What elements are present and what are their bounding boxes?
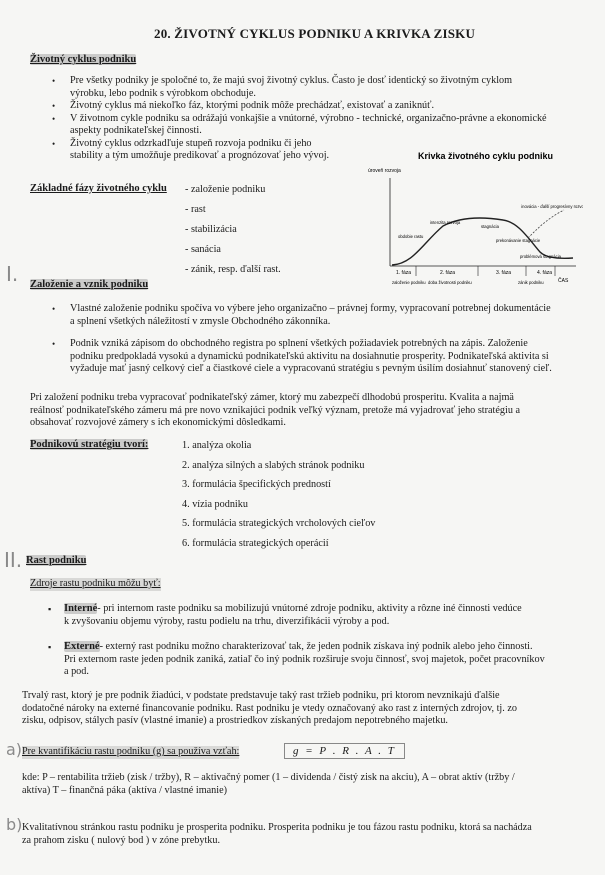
bullet-text: a splnení všetkých náležitostí v zmysle Obchodného zákonníka. — [70, 315, 331, 327]
growth-formula: g = P . R . A . T — [284, 743, 405, 759]
lifecycle-chart-svg — [368, 148, 583, 296]
bullet-text: výrobku, lebo podnik s výrobkom obchoduje. — [70, 87, 256, 99]
strategy-item: 1. analýza okolia — [182, 440, 252, 451]
lifecycle-bullets: • Pre všetky podniky je spoločné to, že majú svoj životný cyklus. Často je dosť identický so životným cyklom výrobku, lebo podnik s výrobkom obchoduje. • Životný cyklus má niekoľko fáz, ktorými podnik môže prechádzať, existovať a zaniknúť. • V životnom cykle podniku sa odrážajú vonkajšie a vnútorné, výrobno - technické, organizačno-právne a ekonomické aspekty podnikateľskej činnosti. • Životný cyklus odzrkadľuje stupeň rozvoja podniku či jeho stability a tým umožňuje predikovať a prognózovať jeho vývoj. — [52, 75, 547, 161]
annotation-lifetime: doba životnosti podniku — [428, 280, 472, 285]
internal-label: Interné — [64, 603, 98, 614]
bullet-text: podniku predpokladá vysokú a dynamickú podnikateľskú aktivitu na dosiahnutie prosperity. Podnikateľská aktivita si — [70, 350, 549, 362]
founding-bullets: • Vlastné založenie podniku spočíva vo výbere jeho organizačno – právnej formy, vypracovaní potrebnej dokumentácie a splnení všetkých náležitostí v zmysle Obchodného zákonníka. • Podnik vzniká zápisom do obchodného registra po splnení všetkých požiadaviek potrebných na zápis. Založenie podniku predpokladá vysokú a dynamickú podnikateľskú aktivitu na dosiahnutie prosperity. Podnikateľská aktivita si vyžaduje mať jasný celkový cieľ a čiastkové ciele a vypracovanú stratégiu s pevným úsilím dosiahnuť stanovený cieľ. — [52, 303, 552, 374]
page-title: 20. ŽIVOTNÝ CYKLUS PODNIKU A KRIVKA ZISKU — [154, 26, 476, 41]
chart-ylabel: úroveň rozvoja — [368, 168, 401, 174]
phase-label: 3. fáza — [496, 270, 512, 276]
phase-item: - rast — [185, 204, 206, 215]
paragraph-line: reálnosť podnikateľského zámeru má pre novo vznikajúci podnik veľký význam, pretože má vyjadrovať jeho stratégiu a — [30, 404, 520, 416]
internal-text: - pri internom raste podniku sa mobilizujú vnútorné zdroje podniku, aktivity a rôzne iné činnosti vedúce — [97, 603, 522, 614]
bullet-text: aspekty podnikateľskej činnosti. — [70, 125, 202, 136]
phase-label: 4. fáza — [537, 270, 553, 276]
annotation-founding: založenie podniku — [392, 280, 426, 285]
paragraph-line: Trvalý rast, ktorý je pre podnik žiadúci, v podstate predstavuje taký rast tržieb podniku, pri ktorom nevznikajú ďalšie — [22, 690, 500, 701]
margin-mark: a) — [6, 740, 23, 759]
paragraph-line: zisku, odpisov, stálych pasív (vlastné imanie) a prostriedkov získaných predajom nepotrebného majetku. — [22, 715, 448, 726]
bullet-text: Vlastné založenie podniku spočíva vo výbere jeho organizačno – právnej formy, vypracovaní potrebnej dokumentácie — [70, 303, 551, 314]
annotation-stagnation: stagnácia — [481, 224, 499, 229]
innovation-curve — [528, 210, 564, 238]
external-text: a pod. — [64, 666, 89, 677]
quantification-text: Pre kvantifikáciu rastu podniku (g) sa používa vzťah: — [22, 746, 240, 757]
margin-mark: II. — [4, 548, 23, 572]
section-heading-phases: Základné fázy životného cyklu — [30, 183, 167, 194]
bullet-text: Životný cyklus má niekoľko fáz, ktorými podnik môže prechádzať, existovať a zaniknúť. — [70, 100, 435, 111]
bullet-text: V životnom cykle podniku sa odrážajú vonkajšie a vnútorné, výrobno - technické, organizačno-právne a ekonomické — [70, 112, 547, 124]
margin-mark: I. — [6, 262, 19, 286]
bullet-text: Životný cyklus odzrkadľuje stupeň rozvoja podniku či jeho — [70, 137, 312, 149]
paragraph-line: Pri založení podniku treba vypracovať podnikateľský zámer, ktorý mu zabezpečí dlhodobú prosperitu. Kvalita a najmä — [30, 392, 514, 403]
strategy-item: 2. analýza silných a slabých stránok podniku — [182, 459, 365, 471]
annotation-intensity: intenzita rozvoja — [430, 220, 461, 225]
strategy-list — [182, 440, 375, 557]
annotation-end: zánik podniku — [518, 280, 544, 285]
phase-label: 2. fáza — [440, 270, 456, 276]
external-text: - externý rast podniku možno charakterizovať tak, že jeden podnik získava iný podnik alebo jeho činnosti. — [99, 641, 533, 652]
growth-sources-heading: Zdroje rastu podniku môžu byť: — [30, 578, 161, 589]
annotation-growth: obdobie rastu — [398, 234, 424, 239]
section-heading-lifecycle: Životný cyklus podniku — [30, 54, 137, 65]
paragraph-line: za prahom zisku ( nulový bod ) v zóne prebytku. — [22, 834, 221, 846]
legend-line: aktíva) T – finančná páka (aktíva / vlastné imanie) — [22, 784, 227, 796]
legend-line: kde: P – rentabilita tržieb (zisk / tržby), R – aktivačný pomer (1 – dividenda / čistý zisk na akciu), A – obrat aktív (tržby / — [22, 772, 515, 783]
internal-text: k zvyšovaniu objemu výroby, rastu podielu na trhu, diverzifikácii výroby a pod. — [64, 615, 390, 627]
phase-item: - zánik, resp. ďalší rast. — [185, 264, 281, 275]
paragraph-line: dodatočné nároky na externé financovanie podniku. Rast podniku je vtedy označovaný ako rast z interných zdrojov, tj. zo — [22, 702, 517, 714]
margin-mark: b) — [6, 815, 23, 834]
annotation-innovation: inovácia - ďalší progresívny rozvoj — [521, 204, 583, 209]
bullet-text: Podnik vzniká zápisom do obchodného registra po splnení všetkých požiadaviek potrebných na zápis. Založenie — [70, 338, 528, 349]
bullet-text: vyžaduje mať jasný celkový cieľ a čiastkové ciele a vypracovanú stratégiu s pevným úsilím dosiahnuť stanovený cieľ. — [70, 363, 552, 374]
annotation-problem: problémová stagnácia — [520, 254, 561, 259]
lifecycle-chart — [368, 148, 583, 296]
growth-paragraph — [22, 690, 517, 728]
external-text: Pri externom raste jeden podnik zaniká, zatiaľ čo iný podnik rozširuje svoju činnosť, svoj majetok, počet pracovníkov — [64, 653, 545, 665]
internal-growth: ▪ Interné- pri internom raste podniku sa mobilizujú vnútorné zdroje podniku, aktivity a rôzne iné činnosti vedúce k zvyšovaniu objemu výroby, rastu podielu na trhu, diverzifikácii výroby a pod. — [48, 603, 522, 627]
phase-list — [185, 184, 281, 284]
chart-title: Krivka životného cyklu podniku — [418, 151, 554, 161]
section-heading-strategy: Podnikovú stratégiu tvorí: — [30, 439, 149, 450]
founding-paragraph — [30, 392, 520, 430]
strategy-item: 4. vízia podniku — [182, 498, 248, 510]
bullet-text: stability a tým umožňuje predikovať a prognózovať jeho vývoj. — [70, 150, 330, 161]
phase-item: - stabilizácia — [185, 224, 237, 235]
phase-item: - založenie podniku — [185, 184, 266, 195]
section-heading-growth: Rast podniku — [26, 555, 87, 566]
phase-label: 1. fáza — [396, 270, 412, 276]
bullet-text: Pre všetky podniky je spoločné to, že majú svoj životný cyklus. Často je dosť identický so životným cyklom — [70, 75, 513, 86]
formula-legend — [22, 772, 515, 797]
strategy-item: 6. formulácia strategických operácií — [182, 537, 329, 549]
phase-item: - sanácia — [185, 244, 221, 255]
chart-xlabel: ČAS — [558, 278, 569, 284]
external-label: Externé — [64, 641, 100, 652]
external-growth: ▪ Externé- externý rast podniku možno charakterizovať tak, že jeden podnik získava iný podnik alebo jeho činnosti. Pri externom raste jeden podnik zaniká, zatiaľ čo iný podnik rozširuje svoju činnosť, svoj majetok, počet pracovníkov a pod. — [48, 641, 545, 677]
strategy-item: 5. formulácia strategických vrcholových cieľov — [182, 518, 376, 529]
paragraph-line: obsahovať rozvojové zámery s ich ekonomickými dôsledkami. — [30, 417, 286, 428]
section-heading-founding: Založenie a vznik podniku — [30, 279, 149, 290]
qualitative-paragraph — [22, 822, 532, 847]
strategy-item: 3. formulácia špecifických predností — [182, 479, 331, 490]
paragraph-line: Kvalitatívnou stránkou rastu podniku je prosperita podniku. Prosperita podniku je tou fázou rastu podniku, ktorá sa nachádza — [22, 822, 532, 833]
annotation-overcoming: prekonávanie stagnácie — [496, 238, 541, 243]
